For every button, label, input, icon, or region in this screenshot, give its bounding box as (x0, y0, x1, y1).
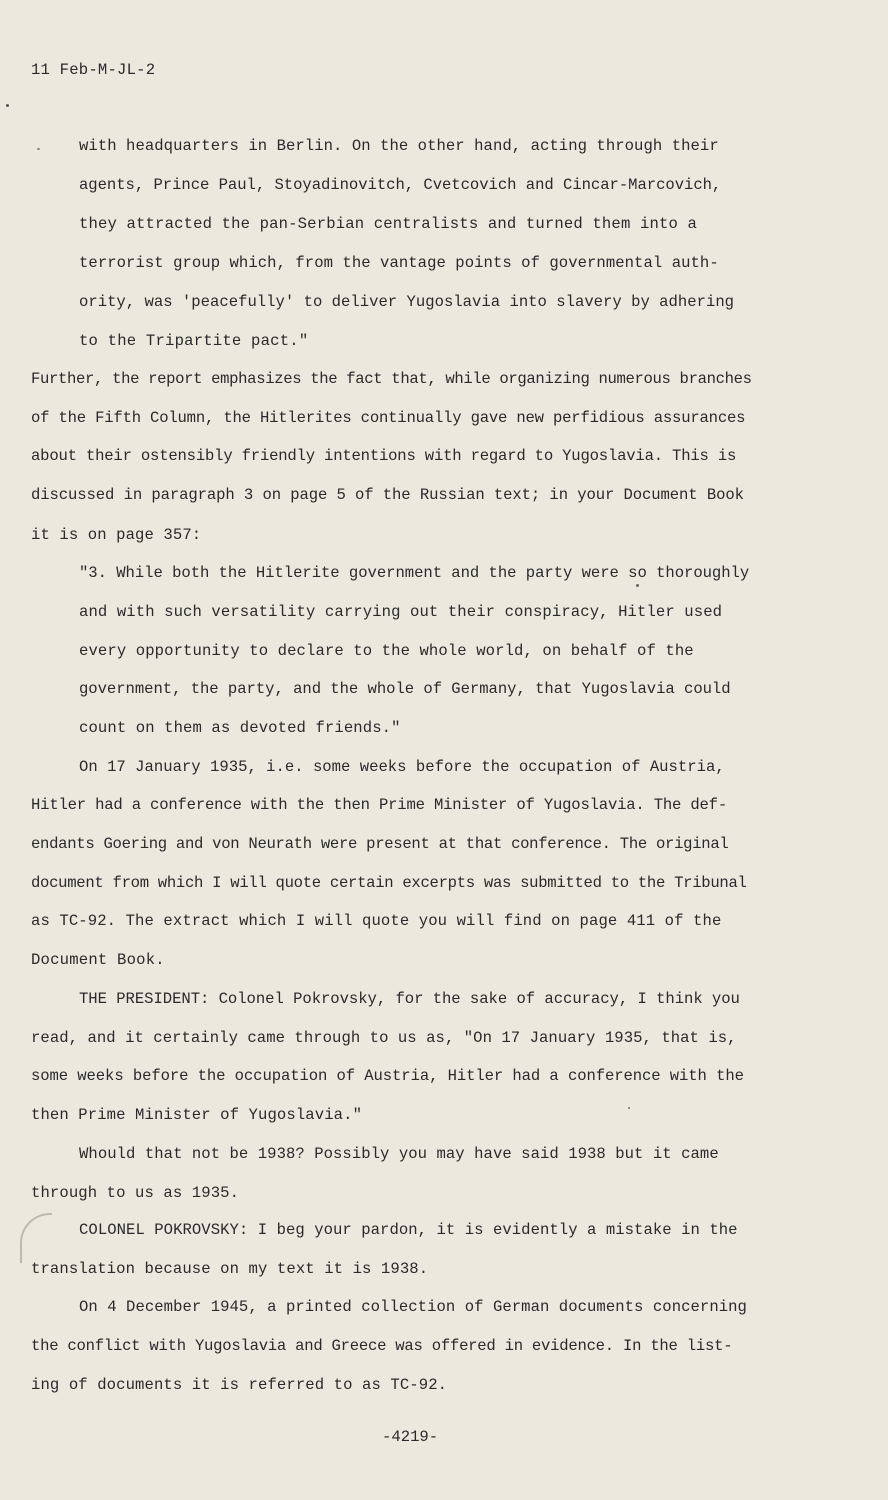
page-header-code: 11 Feb-M-JL-2 (31, 61, 156, 79)
text-line: every opportunity to declare to the whole world, on behalf of the (79, 642, 694, 660)
text-line: to the Tripartite pact." (79, 332, 309, 350)
text-line: Whould that not be 1938? Possibly you may have said 1938 but it came (79, 1145, 719, 1163)
text-line: COLONEL POKROVSKY: I beg your pardon, it is evidently a mistake in the (79, 1221, 738, 1239)
text-line: about their ostensibly friendly intentions with regard to Yugoslavia. This is (31, 447, 737, 465)
text-line: it is on page 357: (31, 526, 202, 544)
margin-mark (20, 1213, 52, 1263)
text-line: through to us as 1935. (31, 1184, 240, 1202)
text-line: Document Book. (31, 951, 165, 969)
text-line: THE PRESIDENT: Colonel Pokrovsky, for the sake of accuracy, I think you (79, 990, 740, 1008)
text-line: they attracted the pan-Serbian centralists and turned them into a (79, 215, 698, 233)
speck (628, 1107, 630, 1109)
text-line: as TC-92. The extract which I will quote you will find on page 411 of the (31, 912, 722, 930)
text-line: count on them as devoted friends." (79, 719, 401, 737)
text-line: of the Fifth Column, the Hitlerites continually gave new perfidious assurances (31, 409, 746, 427)
text-line: Further, the report emphasizes the fact that, while organizing numerous branches (31, 370, 752, 388)
text-line: translation because on my text it is 1938. (31, 1260, 429, 1278)
text-line: On 17 January 1935, i.e. some weeks before the occupation of Austria, (79, 758, 725, 776)
text-line: read, and it certainly came through to us as, "On 17 January 1935, that is, (31, 1029, 737, 1047)
text-line: government, the party, and the whole of Germany, that Yugoslavia could (79, 680, 731, 698)
speck (636, 584, 639, 587)
text-line: agents, Prince Paul, Stoyadinovitch, Cvetcovich and Cincar-Marcovich, (79, 176, 722, 194)
text-line: and with such versatility carrying out their conspiracy, Hitler used (79, 603, 723, 621)
text-line: endants Goering and von Neurath were present at that conference. The original (31, 835, 729, 853)
text-line: terrorist group which, from the vantage points of governmental auth- (79, 254, 719, 272)
text-line: then Prime Minister of Yugoslavia." (31, 1106, 363, 1124)
text-line: Hitler had a conference with the then Prime Minister of Yugoslavia. The def- (31, 796, 727, 814)
text-line: On 4 December 1945, a printed collection of German documents concerning (79, 1298, 747, 1316)
text-line: document from which I will quote certain excerpts was submitted to the Tribunal (31, 874, 747, 892)
text-line: ority, was 'peacefully' to deliver Yugoslavia into slavery by adhering (79, 293, 735, 311)
speck (37, 148, 40, 150)
text-line: with headquarters in Berlin. On the other hand, acting through their (79, 137, 719, 155)
text-line: the conflict with Yugoslavia and Greece was offered in evidence. In the list- (31, 1337, 733, 1355)
text-line: ing of documents it is referred to as TC-92. (31, 1376, 448, 1394)
speck (6, 104, 9, 107)
text-line: discussed in paragraph 3 on page 5 of the Russian text; in your Document Book (31, 486, 744, 504)
text-line: "3. While both the Hitlerite government and the party were so thoroughly (79, 564, 750, 582)
page-number: -4219- (382, 1428, 439, 1446)
text-line: some weeks before the occupation of Austria, Hitler had a conference with the (31, 1067, 744, 1085)
